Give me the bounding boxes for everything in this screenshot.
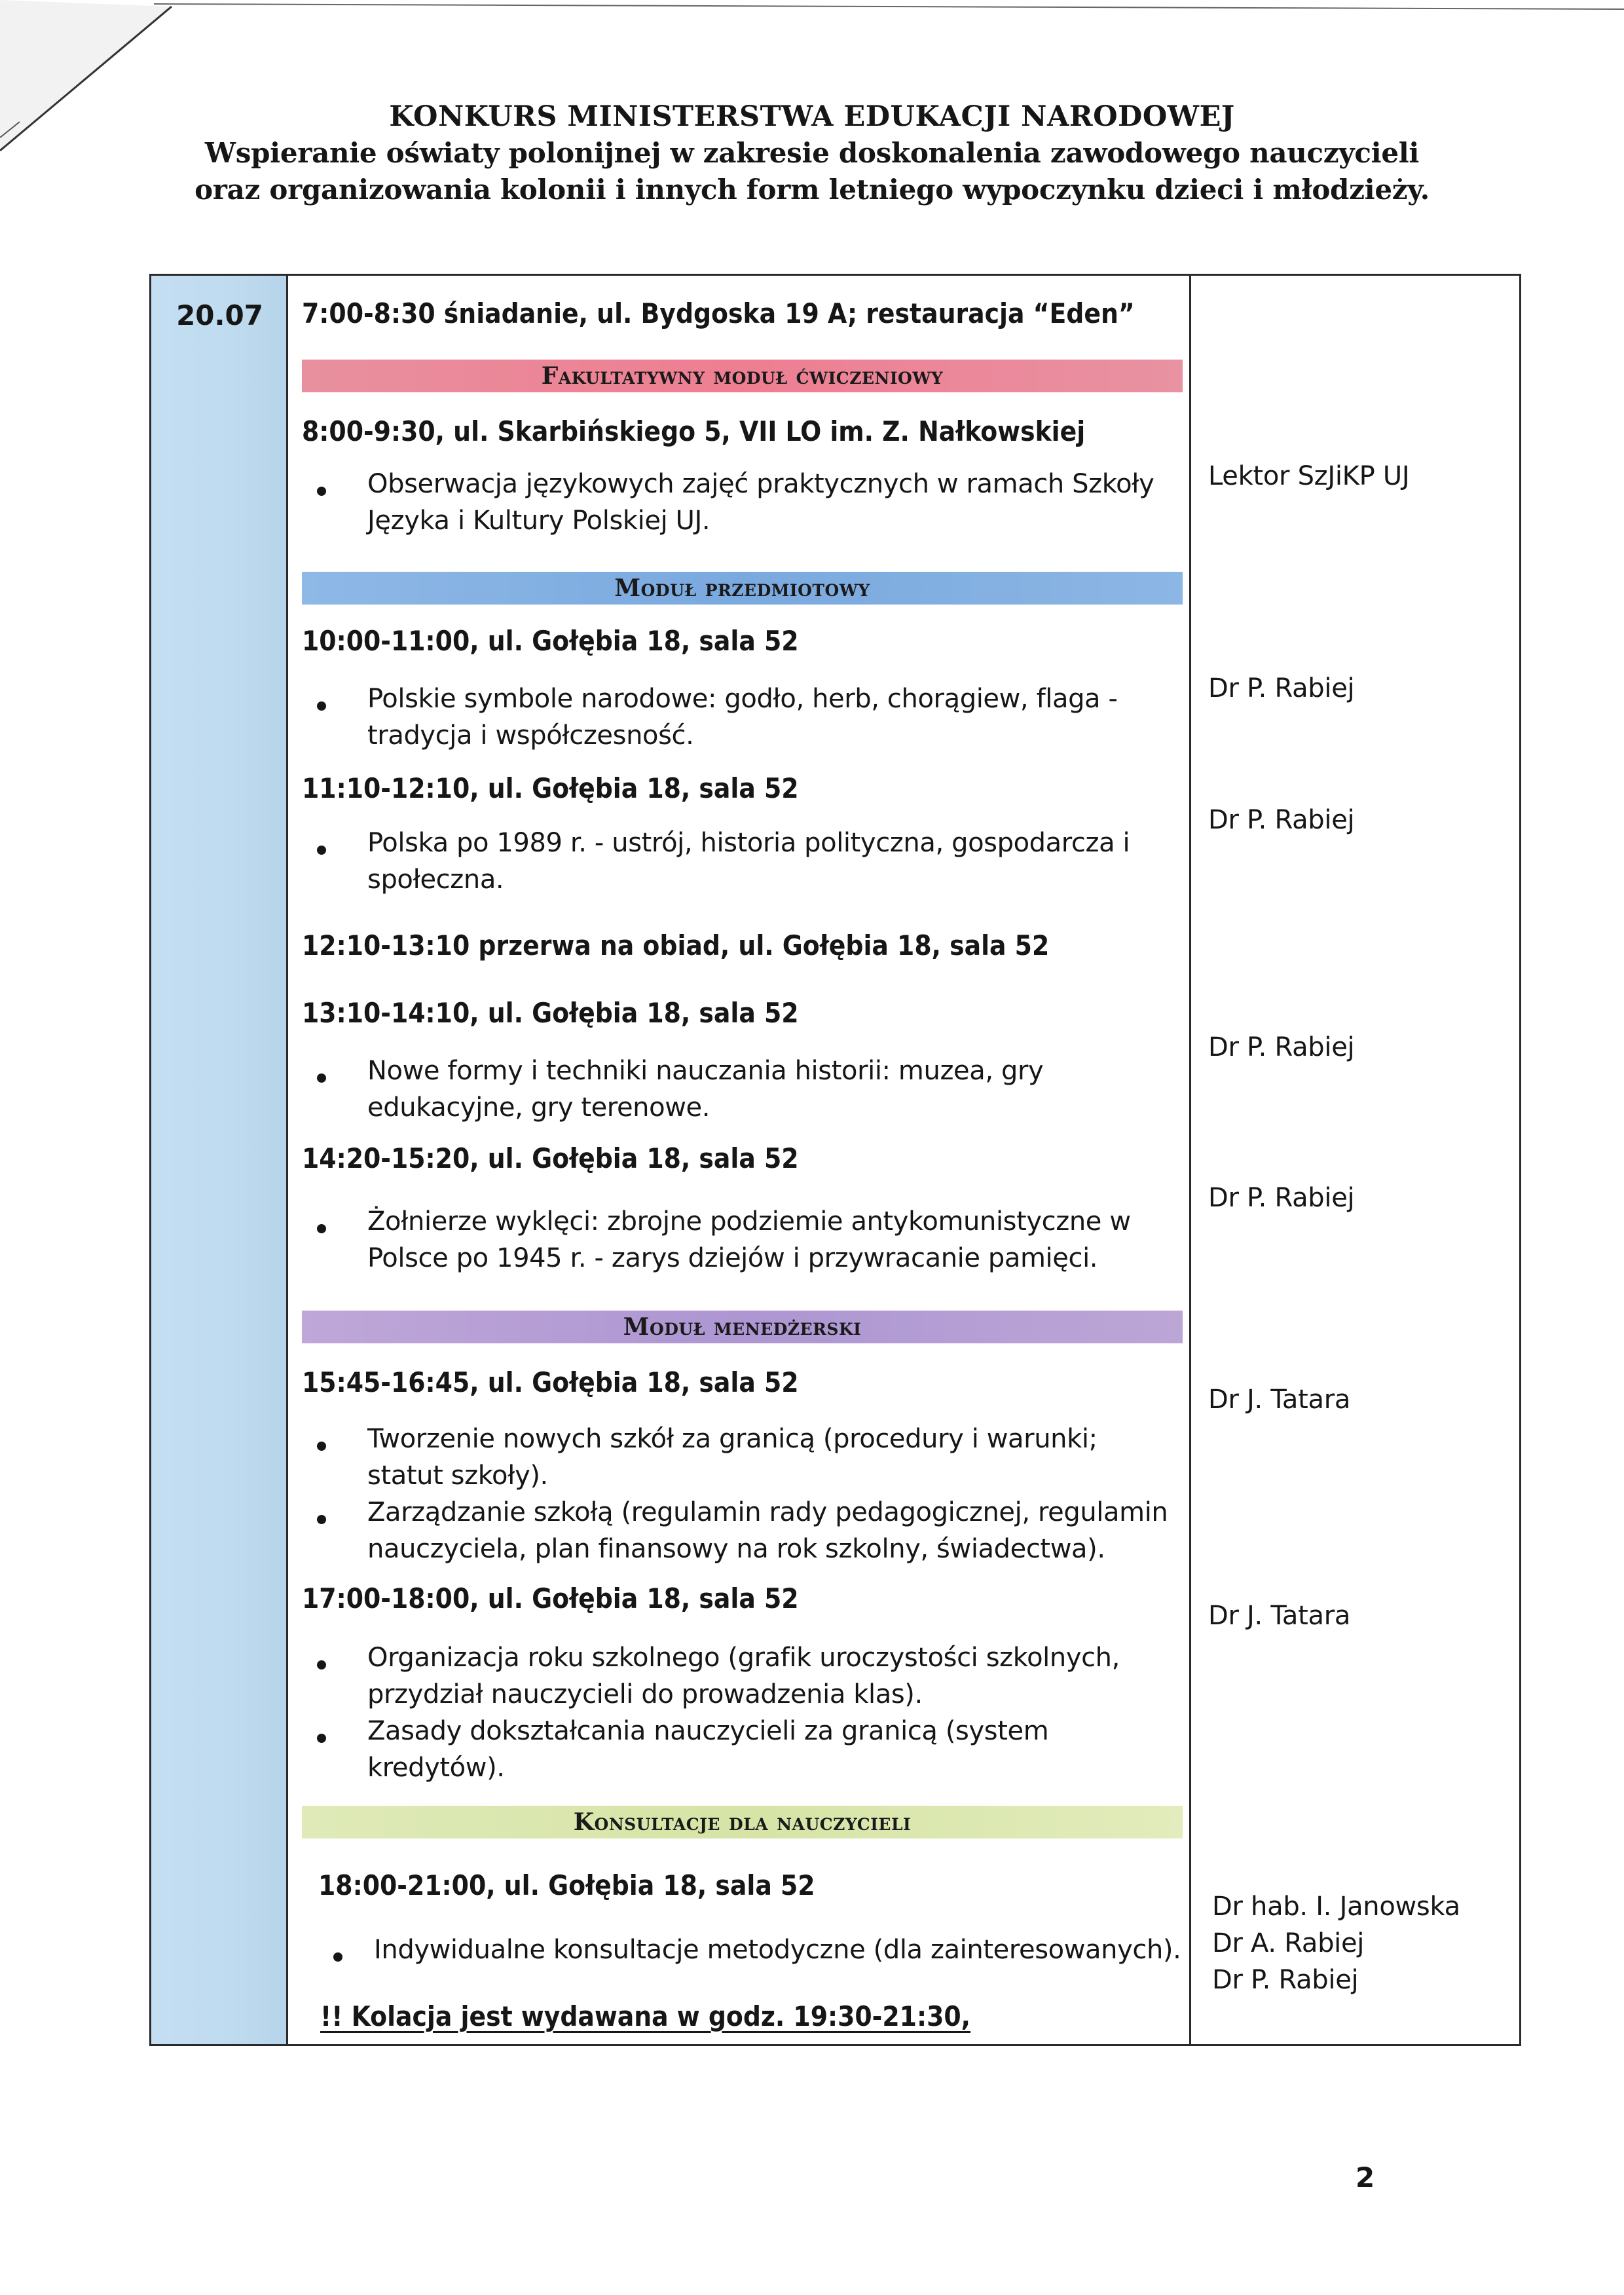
document-header xyxy=(0,98,1624,208)
bullet-dot xyxy=(317,1734,326,1743)
bullet-dot xyxy=(317,1224,326,1233)
module-band-consultations: Konsultacje dla nauczycieli xyxy=(302,1806,1183,1838)
lunch-row: 12:10-13:10 przerwa na obiad, ul. Gołębia 18, sala 52 xyxy=(302,929,1050,961)
session-7-topic-2-line-2: kredytów). xyxy=(367,1753,505,1783)
session-2-topic-line-1: Polskie symbole narodowe: godło, herb, chorągiew, flaga - xyxy=(367,684,1118,714)
session-1-lecturer: Lektor SzJiKP UJ xyxy=(1208,461,1410,491)
bullet-dot xyxy=(317,1442,326,1451)
session-6-time: 15:45-16:45, ul. Gołębia 18, sala 52 xyxy=(302,1366,799,1398)
session-6-topic-2-line-1: Zarządzanie szkołą (regulamin rady pedagogicznej, regulamin xyxy=(367,1497,1168,1527)
date-column xyxy=(151,276,288,2044)
schedule-table xyxy=(149,274,1521,2046)
session-8-lecturer-2: Dr A. Rabiej xyxy=(1212,1928,1365,1958)
session-1-time: 8:00-9:30, ul. Skarbińskiego 5, VII LO im. Z. Nałkowskiej xyxy=(302,415,1086,447)
session-7-topic-1-line-1: Organizacja roku szkolnego (grafik uroczystości szkolnych, xyxy=(367,1643,1120,1673)
session-6-topic-2-line-2: nauczyciela, plan finansowy na rok szkolny, świadectwa). xyxy=(367,1534,1105,1564)
module-band-faculty: Fakultatywny moduł ćwiczeniowy xyxy=(302,360,1183,392)
lecturer-column-divider xyxy=(1189,276,1191,2044)
session-7-lecturer: Dr J. Tatara xyxy=(1208,1601,1351,1631)
session-7-topic-1-line-2: przydział nauczycieli do prowadzenia klas). xyxy=(367,1679,923,1709)
session-4-lecturer: Dr P. Rabiej xyxy=(1208,1032,1355,1062)
supper-note: !! Kolacja jest wydawana w godz. 19:30-21:30, xyxy=(320,2000,971,2032)
bullet-dot xyxy=(317,846,326,855)
session-6-topic-1-line-2: statut szkoły). xyxy=(367,1461,548,1491)
session-5-time: 14:20-15:20, ul. Gołębia 18, sala 52 xyxy=(302,1142,799,1174)
session-5-topic-line-1: Żołnierze wyklęci: zbrojne podziemie antykomunistyczne w xyxy=(367,1206,1131,1237)
breakfast-row: 7:00-8:30 śniadanie, ul. Bydgoska 19 A; restauracja “Eden” xyxy=(302,297,1135,329)
session-3-time: 11:10-12:10, ul. Gołębia 18, sala 52 xyxy=(302,772,799,804)
session-4-topic-line-2: edukacyjne, gry terenowe. xyxy=(367,1092,710,1123)
module-band-manager: Moduł menedżerski xyxy=(302,1311,1183,1343)
session-5-topic-line-2: Polsce po 1945 r. - zarys dziejów i przywracanie pamięci. xyxy=(367,1243,1098,1273)
date-cell: 20.07 xyxy=(176,299,263,331)
session-7-topic-2-line-1: Zasady dokształcania nauczycieli za granicą (system xyxy=(367,1716,1049,1746)
session-2-topic-line-2: tradycja i współczesność. xyxy=(367,720,694,751)
header-line-2: Wspieranie oświaty polonijnej w zakresie doskonalenia zawodowego nauczycieli xyxy=(204,137,1420,169)
session-8-lecturer-3: Dr P. Rabiej xyxy=(1212,1965,1359,1995)
bullet-dot xyxy=(317,701,326,711)
session-1-topic-line-1: Obserwacja językowych zajęć praktycznych w ramach Szkoły xyxy=(367,469,1154,499)
session-6-lecturer: Dr J. Tatara xyxy=(1208,1385,1351,1415)
module-band-subject: Moduł przedmiotowy xyxy=(302,572,1183,605)
session-1-topic-line-2: Języka i Kultury Polskiej UJ. xyxy=(367,506,710,536)
header-line-1: KONKURS MINISTERSTWA EDUKACJI NARODOWEJ xyxy=(389,100,1235,133)
session-5-lecturer: Dr P. Rabiej xyxy=(1208,1183,1355,1213)
page-number: 2 xyxy=(1356,2161,1375,2193)
session-4-time: 13:10-14:10, ul. Gołębia 18, sala 52 xyxy=(302,997,799,1029)
session-8-topic-line-1: Indywidualne konsultacje metodyczne (dla zainteresowanych). xyxy=(374,1935,1181,1965)
session-8-time: 18:00-21:00, ul. Gołębia 18, sala 52 xyxy=(318,1869,815,1901)
session-6-topic-1-line-1: Tworzenie nowych szkół za granicą (procedury i warunki; xyxy=(367,1424,1098,1454)
session-4-topic-line-1: Nowe formy i techniki nauczania historii: muzea, gry xyxy=(367,1056,1044,1086)
bullet-dot xyxy=(317,1660,326,1670)
bullet-dot xyxy=(317,1073,326,1083)
header-line-3: oraz organizowania kolonii i innych form letniego wypoczynku dzieci i młodzieży. xyxy=(194,174,1430,206)
session-3-topic-line-2: społeczna. xyxy=(367,865,504,895)
session-2-lecturer: Dr P. Rabiej xyxy=(1208,673,1355,703)
session-2-time: 10:00-11:00, ul. Gołębia 18, sala 52 xyxy=(302,625,799,657)
bullet-dot xyxy=(317,1515,326,1524)
session-3-lecturer: Dr P. Rabiej xyxy=(1208,805,1355,835)
bullet-dot xyxy=(333,1952,342,1962)
session-8-lecturer-1: Dr hab. I. Janowska xyxy=(1212,1892,1460,1922)
session-3-topic-line-1: Polska po 1989 r. - ustrój, historia polityczna, gospodarcza i xyxy=(367,828,1130,858)
session-7-time: 17:00-18:00, ul. Gołębia 18, sala 52 xyxy=(302,1582,799,1614)
bullet-dot xyxy=(317,487,326,496)
